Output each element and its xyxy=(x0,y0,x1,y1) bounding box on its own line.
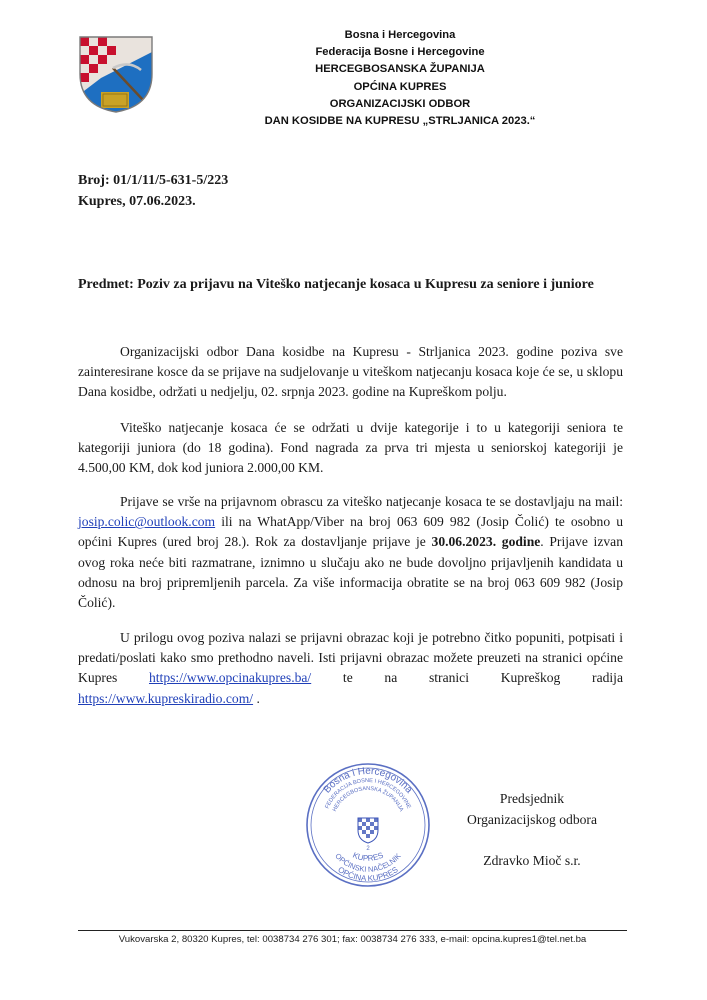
paragraph-4-text-a: U prilogu ovog poziva nalazi se prijavni obrazac koji je potrebno čitko popuniti, potpisati i predati/poslati kako smo prethodno naveli. Isti prijavni obrazac možete preuzeti na stranici općine Kupres xyxy=(78,630,623,686)
signature-name: Zdravko Mioč s.r. xyxy=(483,853,581,868)
stamp-bottom-text-3: OPĆINA KUPRES xyxy=(336,865,400,884)
body-paragraph-2 xyxy=(78,418,623,479)
paragraph-1-text: Organizacijski odbor Dana kosidbe na Kupresu - Strljanica 2023. godine poziva sve zainteresirane kosce da se prijave na sudjelovanje u viteškom natjecanju kosaca koje će se, u sklopu Dana kosidbe, održati u nedjelju, 02. srpnja 2023. godine na Kupreškom polju. xyxy=(78,344,623,400)
radio-website-link[interactable]: https://www.kupreskiradio.com/ xyxy=(78,690,254,706)
body-paragraph-4 xyxy=(78,628,623,709)
footer-divider xyxy=(78,930,627,931)
letterhead-line-event: DAN KOSIDBE NA KUPRESU „STRLJANICA 2023.“ xyxy=(264,115,536,128)
reference-block xyxy=(78,170,228,212)
email-link[interactable]: josip.colic@outlook.com xyxy=(78,514,216,530)
letterhead-line-country: Bosna i Hercegovina xyxy=(344,29,456,41)
subject-line xyxy=(78,277,594,293)
subject-text: Poziv za prijavu na Viteško natjecanje kosaca u Kupresu za seniore i juniore xyxy=(137,277,594,292)
deadline-date: 30.06.2023. godine xyxy=(431,534,541,550)
signature-title-2: Organizacijskog odbora xyxy=(467,812,597,827)
stamp-ring2-text: HERCEGBOSANSKA ŽUPANIJA xyxy=(331,785,405,813)
stamp-outer-text: Bosna i Hercegovina xyxy=(321,766,415,796)
paragraph-3-text-c: . Prijave izvan ovog roka neće biti razmatrane, iznimno u slučaju ako ne bude dovoljno prijavljenih kandidata u odnosu na broj pripremljenih parcela. Za više informacija obratite se na broj 063 609 982 (Josip Čolić). xyxy=(78,534,623,611)
paragraph-4-text-c: . xyxy=(253,690,260,706)
kupres-coat-of-arms-icon xyxy=(77,34,155,114)
letterhead-line-committee: ORGANIZACIJSKI ODBOR xyxy=(329,97,471,110)
stamp-shield-icon xyxy=(358,818,378,843)
reference-place-date: Kupres, 07.06.2023. xyxy=(78,194,196,209)
paragraph-3-text-b: ili na WhatApp/Viber na broj 063 609 982 (Josip Čolić) te osobno u općini Kupres (ured broj 28.). Rok za dostavljanje prijave je xyxy=(78,514,623,550)
footer-contact: Vukovarska 2, 80320 Kupres, tel: 0038734 276 301; fax: 0038734 276 333, e-mail: opcina.kupres1@tel.net.ba xyxy=(118,934,587,945)
stamp-ring1-text: FEDERACIJA BOSNE I HERCEGOVINE xyxy=(324,777,412,810)
stamp-number: 2 xyxy=(366,846,370,852)
paragraph-3-text-a: Prijave se vrše na prijavnom obrascu za viteško natjecanje kosaca te se dostavljaju na mail: xyxy=(120,494,623,509)
letterhead-line-federation: Federacija Bosne i Hercegovine xyxy=(315,46,485,59)
stamp-bottom-text-1: KUPRES xyxy=(351,850,385,863)
official-stamp xyxy=(303,760,433,890)
letterhead-line-canton: HERCEGBOSANSKA ŽUPANIJA xyxy=(315,63,485,76)
stamp-bottom-text-2: OPĆINSKI NAČELNIK xyxy=(333,851,403,874)
signature-block xyxy=(462,788,602,871)
signature-title-1: Predsjednik xyxy=(499,791,565,806)
reference-number: Broj: 01/1/11/5-631-5/223 xyxy=(78,173,229,188)
body-paragraph-3 xyxy=(78,492,623,613)
paragraph-2-text: Viteško natjecanje kosaca će se održati u dvije kategorije i to u kategoriji seniora te kategoriji juniora (do 18 godina). Fond nagrada za prva tri mjesta u seniorskoj kategoriji je 4.500,00 KM, dok kod juniora 2.000,00 KM. xyxy=(78,420,623,476)
municipality-website-link[interactable]: https://www.opcinakupres.ba/ xyxy=(148,670,312,686)
subject-label: Predmet xyxy=(78,277,130,292)
paragraph-4-text-b: te na stranici Kupreškog radija xyxy=(311,670,623,686)
letterhead-line-municipality: OPĆINA KUPRES xyxy=(353,80,447,93)
body-paragraph-1 xyxy=(78,342,623,403)
subject-separator: : xyxy=(129,277,138,292)
letterhead xyxy=(225,27,575,130)
